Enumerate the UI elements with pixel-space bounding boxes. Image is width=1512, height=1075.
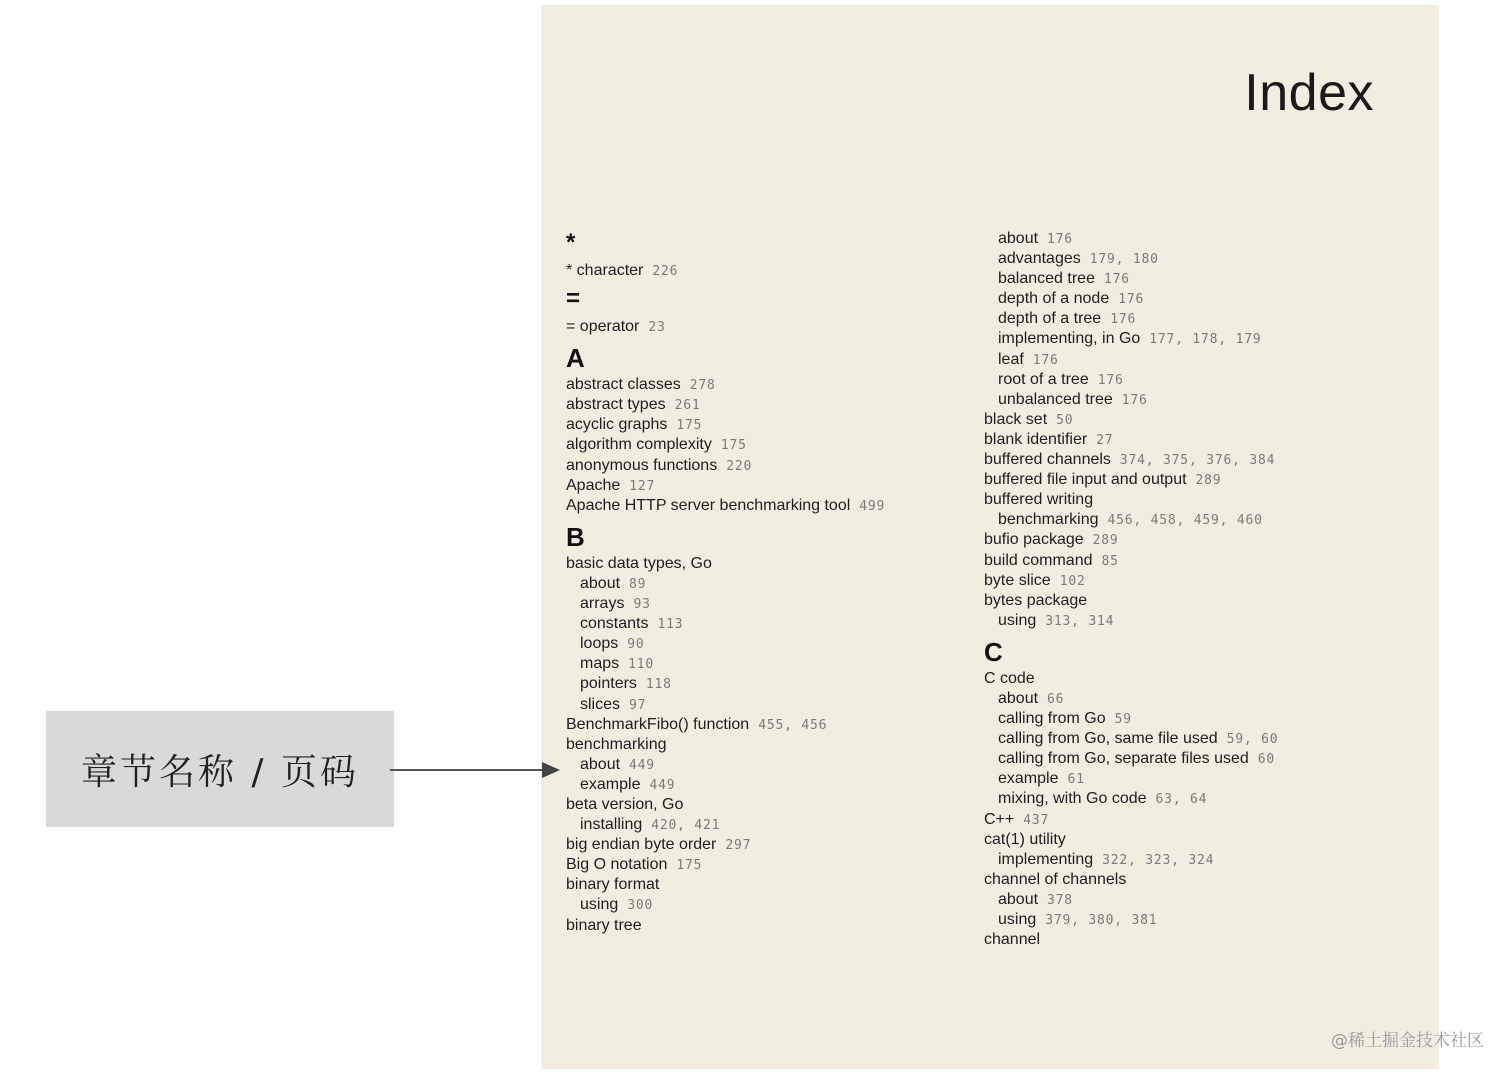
index-term: using (998, 911, 1037, 928)
index-term: calling from Go (998, 710, 1106, 728)
index-column-left (566, 229, 966, 936)
index-page-numbers: 27 (1096, 432, 1114, 448)
index-term: calling from Go, separate files used (998, 750, 1249, 768)
index-term: algorithm complexity (566, 436, 712, 454)
index-page-numbers: 499 (859, 498, 886, 514)
index-term: advantages (998, 250, 1081, 268)
index-page-numbers: 179, 180 (1089, 252, 1159, 268)
index-entry (566, 916, 966, 936)
index-page-numbers: 176 (1121, 392, 1148, 408)
index-subentry (566, 815, 966, 835)
index-entry (566, 456, 966, 476)
index-term: benchmarking (566, 735, 667, 753)
index-term: about (580, 574, 621, 592)
index-page-numbers: 176 (1103, 272, 1130, 288)
index-page-numbers: 455, 456 (758, 717, 828, 733)
index-page-numbers: 59, 60 (1226, 732, 1279, 748)
index-page-numbers: 176 (1097, 372, 1124, 388)
index-entry (566, 317, 966, 337)
index-page-numbers: 449 (649, 777, 676, 793)
index-page-numbers: 102 (1059, 573, 1086, 589)
index-entry (984, 830, 1414, 850)
index-entry (566, 835, 966, 855)
index-page-numbers: 420, 421 (651, 818, 721, 834)
index-term: implementing (998, 850, 1094, 868)
index-term: abstract types (566, 396, 666, 414)
index-page (541, 5, 1439, 1069)
index-entry (566, 476, 966, 496)
index-subentry (566, 654, 966, 674)
index-term: * character (566, 262, 644, 279)
index-subentry (984, 689, 1414, 709)
index-term: bytes package (984, 591, 1088, 609)
index-term: about (580, 755, 621, 773)
index-entry (566, 496, 966, 516)
index-page-numbers: 226 (652, 264, 679, 279)
index-term: implementing, in Go (998, 330, 1141, 348)
index-term: buffered writing (984, 491, 1094, 509)
index-page-numbers: 313, 314 (1045, 613, 1115, 629)
index-page-numbers: 437 (1023, 812, 1050, 828)
index-page-numbers: 289 (1195, 473, 1222, 489)
index-page-numbers: 50 (1056, 412, 1074, 428)
index-term: C code (984, 669, 1035, 687)
index-entry (566, 795, 966, 815)
index-subentry (984, 910, 1414, 930)
index-entry (984, 530, 1414, 550)
index-subentry (984, 350, 1414, 370)
index-entry (984, 490, 1414, 510)
index-page-numbers: 220 (726, 458, 753, 474)
index-entry (984, 470, 1414, 490)
index-page-numbers: 23 (648, 320, 666, 336)
index-letter-heading: B (566, 521, 585, 552)
index-page-numbers: 175 (720, 438, 747, 454)
index-subentry (984, 789, 1414, 809)
index-term: = operator (566, 318, 640, 336)
index-subentry (984, 249, 1414, 269)
index-entry (984, 669, 1414, 689)
index-term: blank identifier (984, 430, 1088, 448)
index-term: slices (580, 695, 621, 713)
index-entry (984, 591, 1414, 611)
index-page-numbers: 89 (629, 576, 647, 592)
index-term: arrays (580, 595, 625, 613)
index-term: installing (580, 816, 643, 834)
index-term: calling from Go, same file used (998, 730, 1218, 748)
index-term: example (998, 770, 1059, 788)
index-subentry (984, 729, 1414, 749)
index-page-numbers: 175 (676, 858, 703, 874)
index-term: about (998, 230, 1039, 247)
annotation-arrow-icon (390, 759, 560, 781)
index-subentry (984, 329, 1414, 349)
index-entry (566, 715, 966, 735)
index-subentry (984, 510, 1414, 530)
index-term: root of a tree (998, 370, 1089, 388)
index-page-numbers: 127 (629, 478, 656, 494)
index-term: balanced tree (998, 270, 1095, 288)
index-term: maps (580, 655, 620, 673)
index-page-numbers: 297 (725, 838, 752, 854)
index-entry (984, 571, 1414, 591)
index-page-numbers: 456, 458, 459, 460 (1107, 513, 1263, 529)
index-page-numbers: 93 (633, 597, 651, 613)
index-term: byte slice (984, 571, 1051, 589)
index-entry (566, 435, 966, 455)
index-subentry (566, 695, 966, 715)
index-page-numbers: 59 (1114, 712, 1132, 728)
index-term: basic data types, Go (566, 554, 712, 572)
index-subentry (984, 749, 1414, 769)
annotation-callout-label: 章节名称 / 页码 (80, 751, 360, 793)
index-subentry (566, 614, 966, 634)
index-page-numbers: 379, 380, 381 (1045, 913, 1158, 928)
index-term: about (998, 890, 1039, 908)
index-term: bufio package (984, 531, 1084, 549)
index-term: buffered channels (984, 451, 1111, 469)
index-page-numbers: 278 (689, 378, 716, 394)
index-page-numbers: 176 (1110, 312, 1137, 328)
index-page-numbers: 175 (676, 418, 703, 434)
index-term: black set (984, 410, 1048, 428)
index-subentry (984, 269, 1414, 289)
index-subentry (984, 390, 1414, 410)
index-entry (566, 875, 966, 895)
index-page-numbers: 90 (627, 637, 645, 653)
index-subentry (984, 769, 1414, 789)
index-page-numbers: 97 (629, 697, 647, 713)
index-page-numbers: 61 (1067, 772, 1085, 788)
index-page-numbers: 300 (627, 898, 654, 914)
index-term: unbalanced tree (998, 390, 1113, 408)
index-entry (566, 395, 966, 415)
index-term: anonymous functions (566, 456, 718, 474)
index-entry (984, 810, 1414, 830)
index-term: example (580, 775, 641, 793)
index-letter-heading: A (566, 343, 585, 374)
index-term: mixing, with Go code (998, 790, 1147, 808)
index-term: cat(1) utility (984, 830, 1066, 848)
index-subentry (984, 890, 1414, 910)
index-subentry (566, 574, 966, 594)
index-subentry (984, 850, 1414, 870)
index-page-numbers: 378 (1047, 892, 1073, 908)
index-entry (566, 554, 966, 574)
index-term: Apache (566, 476, 621, 494)
index-term: acyclic graphs (566, 416, 668, 434)
index-subentry (984, 709, 1414, 729)
index-page-numbers: 289 (1092, 533, 1119, 549)
index-subentry (566, 674, 966, 694)
index-entry (566, 375, 966, 395)
index-page-numbers: 66 (1047, 691, 1065, 707)
index-term: abstract classes (566, 376, 681, 394)
index-page-numbers: 113 (657, 617, 684, 633)
index-subentry (984, 370, 1414, 390)
index-entry (566, 261, 966, 281)
index-page-numbers: 176 (1118, 292, 1145, 308)
index-entry (984, 930, 1414, 950)
index-page-numbers: 374, 375, 376, 384 (1119, 453, 1276, 469)
index-term: channel of channels (984, 870, 1127, 888)
watermark: @稀土掘金技术社区 (1331, 1031, 1484, 1051)
index-entry (984, 410, 1414, 430)
annotation-callout (46, 711, 394, 827)
index-letter-heading: C (984, 636, 1003, 667)
index-term: beta version, Go (566, 795, 684, 813)
index-page-numbers: 176 (1047, 232, 1073, 247)
index-page-numbers: 176 (1032, 352, 1059, 368)
index-subentry (566, 775, 966, 795)
index-page-numbers: 110 (628, 657, 655, 673)
index-letter-heading: = (566, 285, 581, 313)
index-page-numbers: 177, 178, 179 (1149, 332, 1262, 348)
index-term: leaf (998, 350, 1024, 368)
index-entry (984, 870, 1414, 890)
index-term: depth of a tree (998, 310, 1102, 328)
index-term: BenchmarkFibo() function (566, 715, 750, 733)
index-subentry (984, 611, 1414, 631)
index-term: Apache HTTP server benchmarking tool (566, 496, 851, 514)
index-page-numbers: 449 (629, 757, 655, 773)
index-term: big endian byte order (566, 836, 717, 854)
index-subentry (566, 634, 966, 654)
index-letter-heading: * (566, 229, 576, 256)
index-entry (984, 430, 1414, 450)
index-term: Big O notation (566, 856, 668, 874)
index-term: using (998, 611, 1037, 629)
index-entry (566, 735, 966, 755)
index-term: loops (580, 635, 619, 653)
index-column-right (984, 229, 1414, 950)
index-term: using (580, 896, 619, 914)
index-subentry (566, 895, 966, 915)
index-entry (566, 415, 966, 435)
index-term: build command (984, 551, 1093, 569)
index-term: channel (984, 931, 1041, 949)
index-term: constants (580, 615, 649, 633)
index-entry (984, 450, 1414, 470)
page-title: Index (1244, 64, 1374, 122)
index-entry (566, 855, 966, 875)
index-term: pointers (580, 675, 637, 693)
index-term: depth of a node (998, 290, 1110, 308)
index-subentry (566, 594, 966, 614)
index-page-numbers: 322, 323, 324 (1102, 852, 1215, 868)
index-subentry (984, 309, 1414, 329)
index-term: binary tree (566, 916, 642, 934)
index-subentry (566, 755, 966, 775)
index-term: buffered file input and output (984, 471, 1187, 489)
index-page-numbers: 85 (1101, 553, 1119, 569)
index-subentry (984, 289, 1414, 309)
index-term: benchmarking (998, 511, 1099, 529)
index-term: binary format (566, 876, 660, 894)
index-subentry (984, 229, 1414, 249)
index-page-numbers: 261 (674, 398, 701, 414)
index-term: C++ (984, 810, 1015, 828)
index-page-numbers: 63, 64 (1155, 792, 1208, 808)
index-page-numbers: 118 (645, 677, 672, 693)
index-entry (984, 551, 1414, 571)
index-term: about (998, 689, 1039, 707)
index-page-numbers: 60 (1257, 752, 1276, 768)
